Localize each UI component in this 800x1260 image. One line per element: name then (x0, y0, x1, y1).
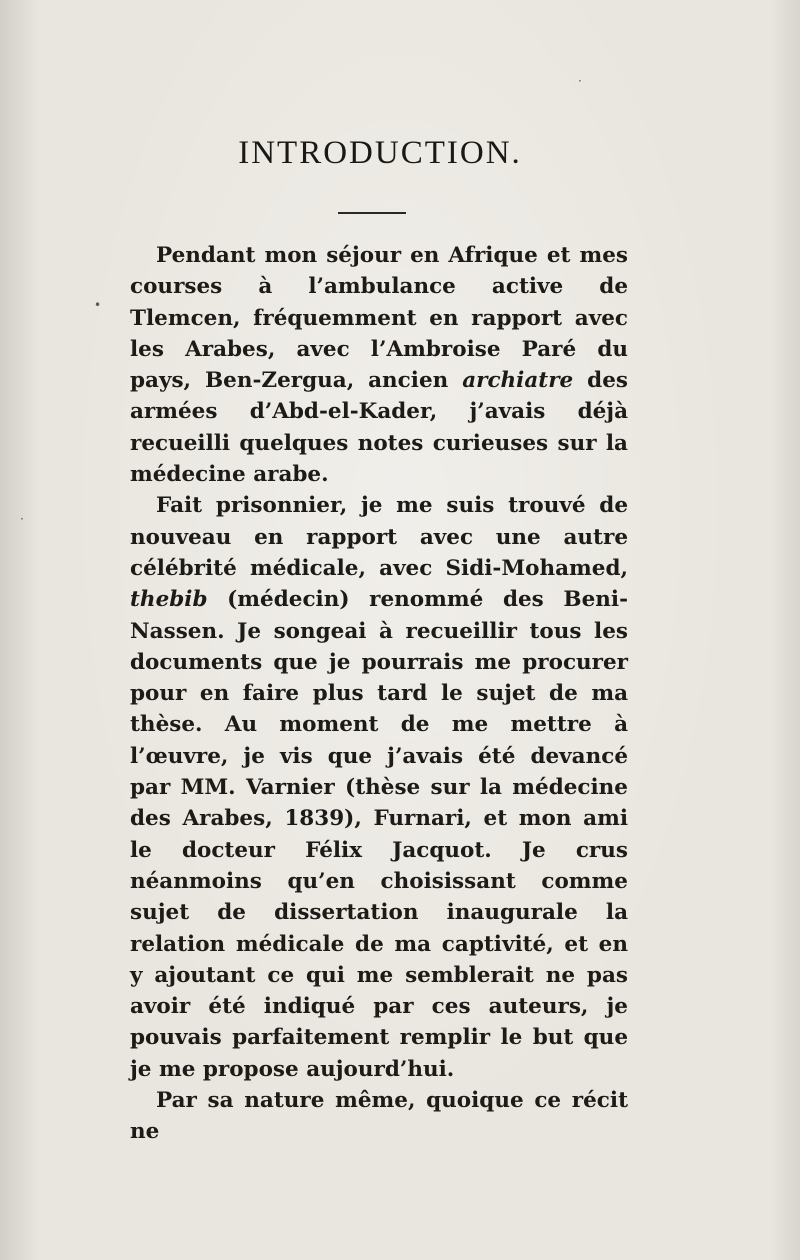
paragraph-2-text-a: Fait prisonnier, je me suis trouvé de nouveau en rapport avec une autre célébrité médicale, avec Sidi-Mohamed, (130, 493, 628, 581)
paragraph-2 (130, 490, 628, 1085)
italic-term-archiatre: archiatre (462, 368, 574, 394)
margin-speck: · (578, 74, 582, 88)
body-text (130, 240, 628, 1148)
margin-speck: • (94, 298, 102, 312)
paragraph-1-text-b: des armées d’Abd-el-Kader, j’avais déjà recueilli quelques notes curieuses sur la médecine arabe. (130, 368, 628, 488)
paragraph-2-text-b: (médecin) renommé des Beni-Nassen. Je songeai à recueillir tous les documents que je pourrais me procurer pour en faire plus tard le sujet de ma thèse. Au moment de me mettre à l’œuvre, je vis que j’avais été devancé par MM. Varnier (thèse sur la médecine des Arabes, 1839), Furnari, et mon ami le docteur Félix Jacquot. Je crus néanmoins qu’en choisissant comme sujet de dissertation inaugurale la relation médicale de ma captivité, et en y ajoutant ce qui me semblerait ne pas avoir été indiqué par ces auteurs, je pouvais parfaitement remplir le but que je me propose aujourd’hui. (130, 587, 628, 1082)
paragraph-3 (130, 1085, 628, 1148)
chapter-heading: INTRODUCTION. (238, 135, 522, 171)
margin-speck: · (20, 512, 24, 526)
heading-rule (338, 212, 406, 214)
paragraph-1-text-a: Pendant mon séjour en Afrique et mes courses à l’ambulance active de Tlemcen, fréquemment en rapport avec les Arabes, avec l’Ambroise Paré du pays, Ben-Zergua, ancien (130, 243, 628, 394)
paragraph-1 (130, 240, 628, 490)
paragraph-3-text: Par sa nature même, quoique ce récit ne (130, 1088, 628, 1145)
italic-term-thebib: thebib (130, 587, 208, 613)
